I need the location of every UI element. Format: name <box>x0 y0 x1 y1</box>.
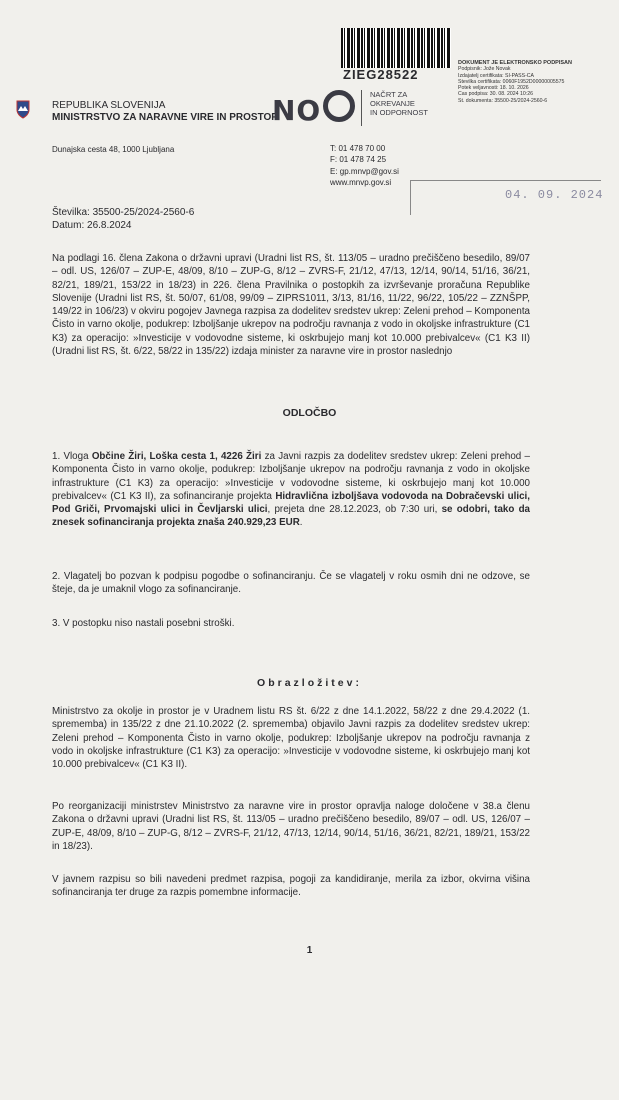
org-name-line1: REPUBLIKA SLOVENIJA <box>52 100 166 111</box>
phone: T: 01 478 70 00 <box>330 144 386 153</box>
contact-block <box>330 143 399 189</box>
stamp-line: Potek veljavnosti: 18. 10. 2026 <box>458 85 529 92</box>
page-number: 1 <box>306 945 313 956</box>
decision-item-3: 3. V postopku niso nastali posebni stroški. <box>52 618 235 629</box>
address: Dunajska cesta 48, 1000 Ljubljana <box>52 145 175 154</box>
logo-divider <box>361 90 362 126</box>
item1-text: . <box>299 517 303 529</box>
decision-item-1 <box>52 450 530 530</box>
noo-tagline-line: IN ODPORNOST <box>370 108 428 117</box>
applicant-name: Občine Žiri, Loška cesta 1, 4226 Žiri <box>91 451 262 462</box>
barcode <box>341 28 451 68</box>
item1-text: , prejeta dne 28.12.2023, ob 7:30 uri, <box>267 504 442 516</box>
stamp-line: Čas podpisa: 30. 08. 2024 10:26 <box>458 91 533 98</box>
received-date: 04. 09. 2024 <box>505 188 604 202</box>
e-signature-stamp <box>458 60 608 104</box>
project-name: Hidravlična izboljšava vodovoda na Dobračevski ulici, Pod Griči, Prvomajski ulici in Čevljarski ulici <box>52 490 530 516</box>
noo-tagline <box>370 90 428 117</box>
reasoning-paragraph-3: V javnem razpisu so bili navedeni predmet razpisa, pogoji za kandidiranje, merila za izbor, okvirna višina sofinanciranja ter druge za razpis pomembne informacije. <box>52 874 530 899</box>
noo-logo <box>272 90 355 127</box>
email: E: gp.mnvp@gov.si <box>330 166 399 176</box>
reasoning-paragraph-1: Ministrstvo za okolje in prostor je v Uradnem listu RS št. 6/22 z dne 14.1.2022, 58/22 z dne 29.4.2022 (1. sprememba) in 135/22 z dne 21.10.2022 (2. sprememba) objavilo Javni razpis za dodelitev sredstev ukrep: Zeleni prehod – Komponenta Čisto in varno okolje, podukrep: Izboljšanje ukrepov na področju ravnanja z vodo in okoljske infrastrukture (C1 K3) za operacijo: »Investicije v vodovodne sisteme, ki oskrbujejo manj kot 10.000 prebivalcev« (C1 K3 II). <box>52 706 530 771</box>
item1-text: 1. Vloga <box>52 451 92 462</box>
fax: F: 01 478 74 25 <box>330 155 387 165</box>
decision-title: ODLOČBO <box>282 407 337 419</box>
noo-tagline-line: OKREVANJE <box>370 99 415 108</box>
document-number: Številka: 35500-25/2024-2560-6 <box>52 207 195 218</box>
noo-circle-icon <box>323 90 355 122</box>
stamp-line: Podpisnik: Jože Novak <box>458 66 511 73</box>
noo-logo-text: NO <box>272 94 322 127</box>
reasoning-paragraph-2: Po reorganizaciji ministrstev Ministrstvo za naravne vire in prostor opravlja naloge določene v 38.a členu Zakona o državni upravi (Uradni list RS, št. 113/05 – uradno prečiščeno besedilo, 89/07 – odl. US, 126/07 – ZUP-E, 48/09, 8/10 – ZUP-G, 8/12 – ZVRS-F, 21/12, 47/13, 12/14, 90/14, 51/16, 36/21, 82/21, 189/21, 153/22 in 18/23). <box>52 801 530 852</box>
website: www.mnvp.gov.si <box>330 178 392 188</box>
reasoning-title: Obrazložitev: <box>257 677 362 689</box>
barcode-id: ZIEG28522 <box>343 67 419 82</box>
document-date: Datum: 26.8.2024 <box>52 220 132 231</box>
coat-of-arms-icon <box>16 100 30 119</box>
stamp-line: Št. dokumenta: 35500-25/2024-2560-6 <box>458 97 548 104</box>
stamp-line: DOKUMENT JE ELEKTRONSKO PODPISAN <box>458 60 572 66</box>
stamp-line: Številka certifikata: 0060F1952D00000005575 <box>458 78 565 85</box>
intro-paragraph: Na podlagi 16. člena Zakona o državni upravi (Uradni list RS, št. 113/05 – uradno prečiščeno besedilo, 89/07 – odl. US, 126/07 – ZUP-E, 48/09, 8/10 – ZUP-G, 8/12 – ZVRS-F, 21/12, 47/13, 12/14, 90/14, 51/16, 36/21, 82/21, 189/21, 153/22 in 18/23) in 226. člena Pravilnika o postopkih za izvrševanje proračuna Republike Slovenije (Uradni list RS, št. 50/07, 61/08, 99/09 – ZIPRS1011, 3/13, 81/16, 11/22, 96/22, 105/22 – ZZNŠPP, 149/22 in 106/23) v okviru pogojev Javnega razpisa za dodelitev sredstev ukrep: Zeleni prehod – Komponenta Čisto in varno okolje, podukrep: Izboljšanje ukrepov na področju ravnanja z vodo in okoljske infrastrukture (C1 K3) za operacijo: »Investicije v vodovodne sisteme, ki oskrbujejo manj kot 10.000 prebivalcev« (C1 K3 II) (Uradni list RS, št. 6/22, 58/22 in 135/22) izdaja minister za naravne vire in prostor naslednjo <box>52 253 530 358</box>
org-name-line2: MINISTRSTVO ZA NARAVNE VIRE IN PROSTOR <box>52 112 279 123</box>
approved-amount: se odobri, tako da znesek sofinanciranja projekta znaša 240.929,23 EUR <box>52 504 530 529</box>
item1-text: za Javni razpis za dodelitev sredstev ukrep: Zeleni prehod – Komponenta Čisto in varno okolje, podukrep: Izboljšanje ukrepov na področju ravnanja z vodo in okoljske infrastrukture (C1 K3) za operacijo: »Investicije v vodovodne sisteme, ki oskrbujejo manj kot 10.000 prebivalcev« (C1 K3 II), za sofinanciranje projekta <box>52 451 530 502</box>
decision-item-2: 2. Vlagatelj bo pozvan k podpisu pogodbe o sofinanciranju. Če se vlagatelj v roku osmih dni ne odzove, se šteje, da je umaknil vlogo za sofinanciranje. <box>52 571 530 596</box>
stamp-line: Izdajatelj certifikata: SI-PASS-CA <box>458 72 535 79</box>
noo-tagline-line: NAČRT ZA <box>370 90 408 99</box>
